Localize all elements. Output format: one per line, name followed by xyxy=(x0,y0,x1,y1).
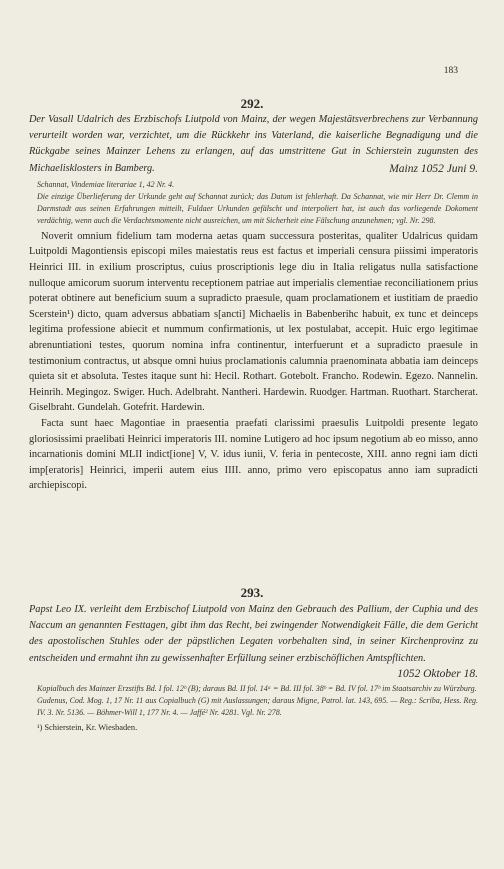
document-number-293: 293. xyxy=(240,585,264,600)
page-number: 183 xyxy=(443,66,458,76)
document-293 xyxy=(29,602,478,734)
source-292-a: Schannat, Vindemiae literariae 1, 42 Nr. 4. xyxy=(37,179,175,189)
source-293-a: Kopialbuch des Mainzer Erzstifts Bd. I fol. 12ᵇ (B); daraus Bd. II fol. 14ᵃ = Bd. III fol. 38ᵇ = Bd. IV fol. 17ᵇ im Staatsarchiv zu Würzburg. xyxy=(37,683,477,693)
text-292-para-2: Facta sunt haec Magontiae in praesentia praefati clarissimi praesulis Luitpoldi presente legato gloriosissimi praelibati Heinrici imperatoris III. nomine Lutigero ad hoc ipsum negotium ab eo misso, anno incarnationis domini MLII indict[ione] V, V. idus iunii, V. feria in pentecoste, XIII. anno regni iam dicti imp[eratoris] Heinrici, imperii autem eius IIII. anno, primo vero episcopatus anno iam supradicti archiepiscopi. xyxy=(29,417,478,492)
regest-292-text: Der Vasall Udalrich des Erzbischofs Liutpold von Mainz, der wegen Majestätsverbrechens zur Verbannung verurteilt worden war, verzichtet, um die Rückkehr ins Vaterland, die kaiserliche Begnadigung und die Rückgabe seines Mainzer Lehens zu erlangen, auf das umstrittene Gut in Schierstein zugunsten des Michaelisklosters in Bamberg. xyxy=(29,114,478,174)
footnote: ¹) Schierstein, Kr. Wiesbaden. xyxy=(37,722,138,732)
document-number-292: 292. xyxy=(240,96,264,111)
regest-292 xyxy=(29,112,478,177)
source-293-b: Gudenus, Cod. Mog. 1, 17 Nr. 11 aus Copialbuch (G) mit Auslassungen; daraus Migne, Patrol. lat. 143, 695. — Reg.: Scriba, Hess. Reg. IV. 3. Nr. 5136. — Böhmer-Will 1, 177 Nr. 4. — Jaffé² Nr. 4281. Vgl. Nr. 278. xyxy=(37,695,478,717)
dateline-292: Mainz 1052 Juni 9. xyxy=(389,162,478,175)
text-292-para-1: Noverit omnium fidelium tam moderna aetas quam successura posteritas, qualiter Udalricus quidam Luitpoldi Magontiensis episcopi miles maiestatis reus est factus et imperiali censura piissimi imperatoris Heinrici III. in exilium proscriptus, cuius proscriptionis lege diu in Italia religatus nulla satisfactione nulloque amicorum suorum interventu receptionem patriae aut imperialis clementiae reconciliationem prius poterat obtinere aut beneficium suum a supradicto praesule, quam proclamationem et iustitiam de praedio Scerstein¹) dicto, quam adversus abbatiam s[ancti] Michaelis in Babenberihc habuit, ex tunc et deinceps legitima professione abiecit et nummum confirmationis, ut lex postulabat, accepit. Huic ergo legitimae abrenuntiationi testes, quorum nomina infra continentur, interfuerunt et a supradicto praesule in testimonium contractus, ut absque omni huius proclamationis calumnia praenominata abbatia iam deinceps quieta sit et absoluta. Testes itaque sunt hi: Hecil. Rothart. Gotebolt. Francho. Rodewin. Egezo. Nannelin. Heinrih. Megingoz. Swiger. Huch. Adelbraht. Nantheri. Hardewin. Ruodger. Hartman. Ruothart. Starcherat. Giselbraht. Gundelah. Gotefrit. Hardewin. xyxy=(29,230,478,414)
regest-293: Papst Leo IX. verleiht dem Erzbischof Liutpold von Mainz den Gebrauch des Pallium, der Cuphia und des Naccum an genannten Festtagen, gibt ihm das Recht, bei zwingender Notwendigkeit Fälle, die dem Gericht des apostolischen Stuhles oder der päpstlichen Legaten vorbehalten sind, in seiner Kirchenprovinz zu entscheiden und ermahnt ihn zu gewissenhafter Erfüllung seiner erzbischöflichen Amtspflichten. xyxy=(29,604,478,664)
text-292 xyxy=(29,229,478,494)
source-292-b: Die einzige Überlieferung der Urkunde geht auf Schannat zurück; das Datum ist fehlerhaft. Da Schannat, wie mir Herr Dr. Clemm in Darmstadt aus seinen Erfahrungen mitteilt, Fuldaer Urkunden gefälscht und interpoliert hat, ist auch das vorliegende Dokoment verdächtig, wenn auch die Verdachtsmomente nicht ausreichen, um mit Sicherheit eine Fälschung anzunehmen; vgl. Nr. 298. xyxy=(37,191,478,225)
document-292 xyxy=(29,112,478,494)
dateline-293: 1052 Oktober 18. xyxy=(397,667,478,680)
